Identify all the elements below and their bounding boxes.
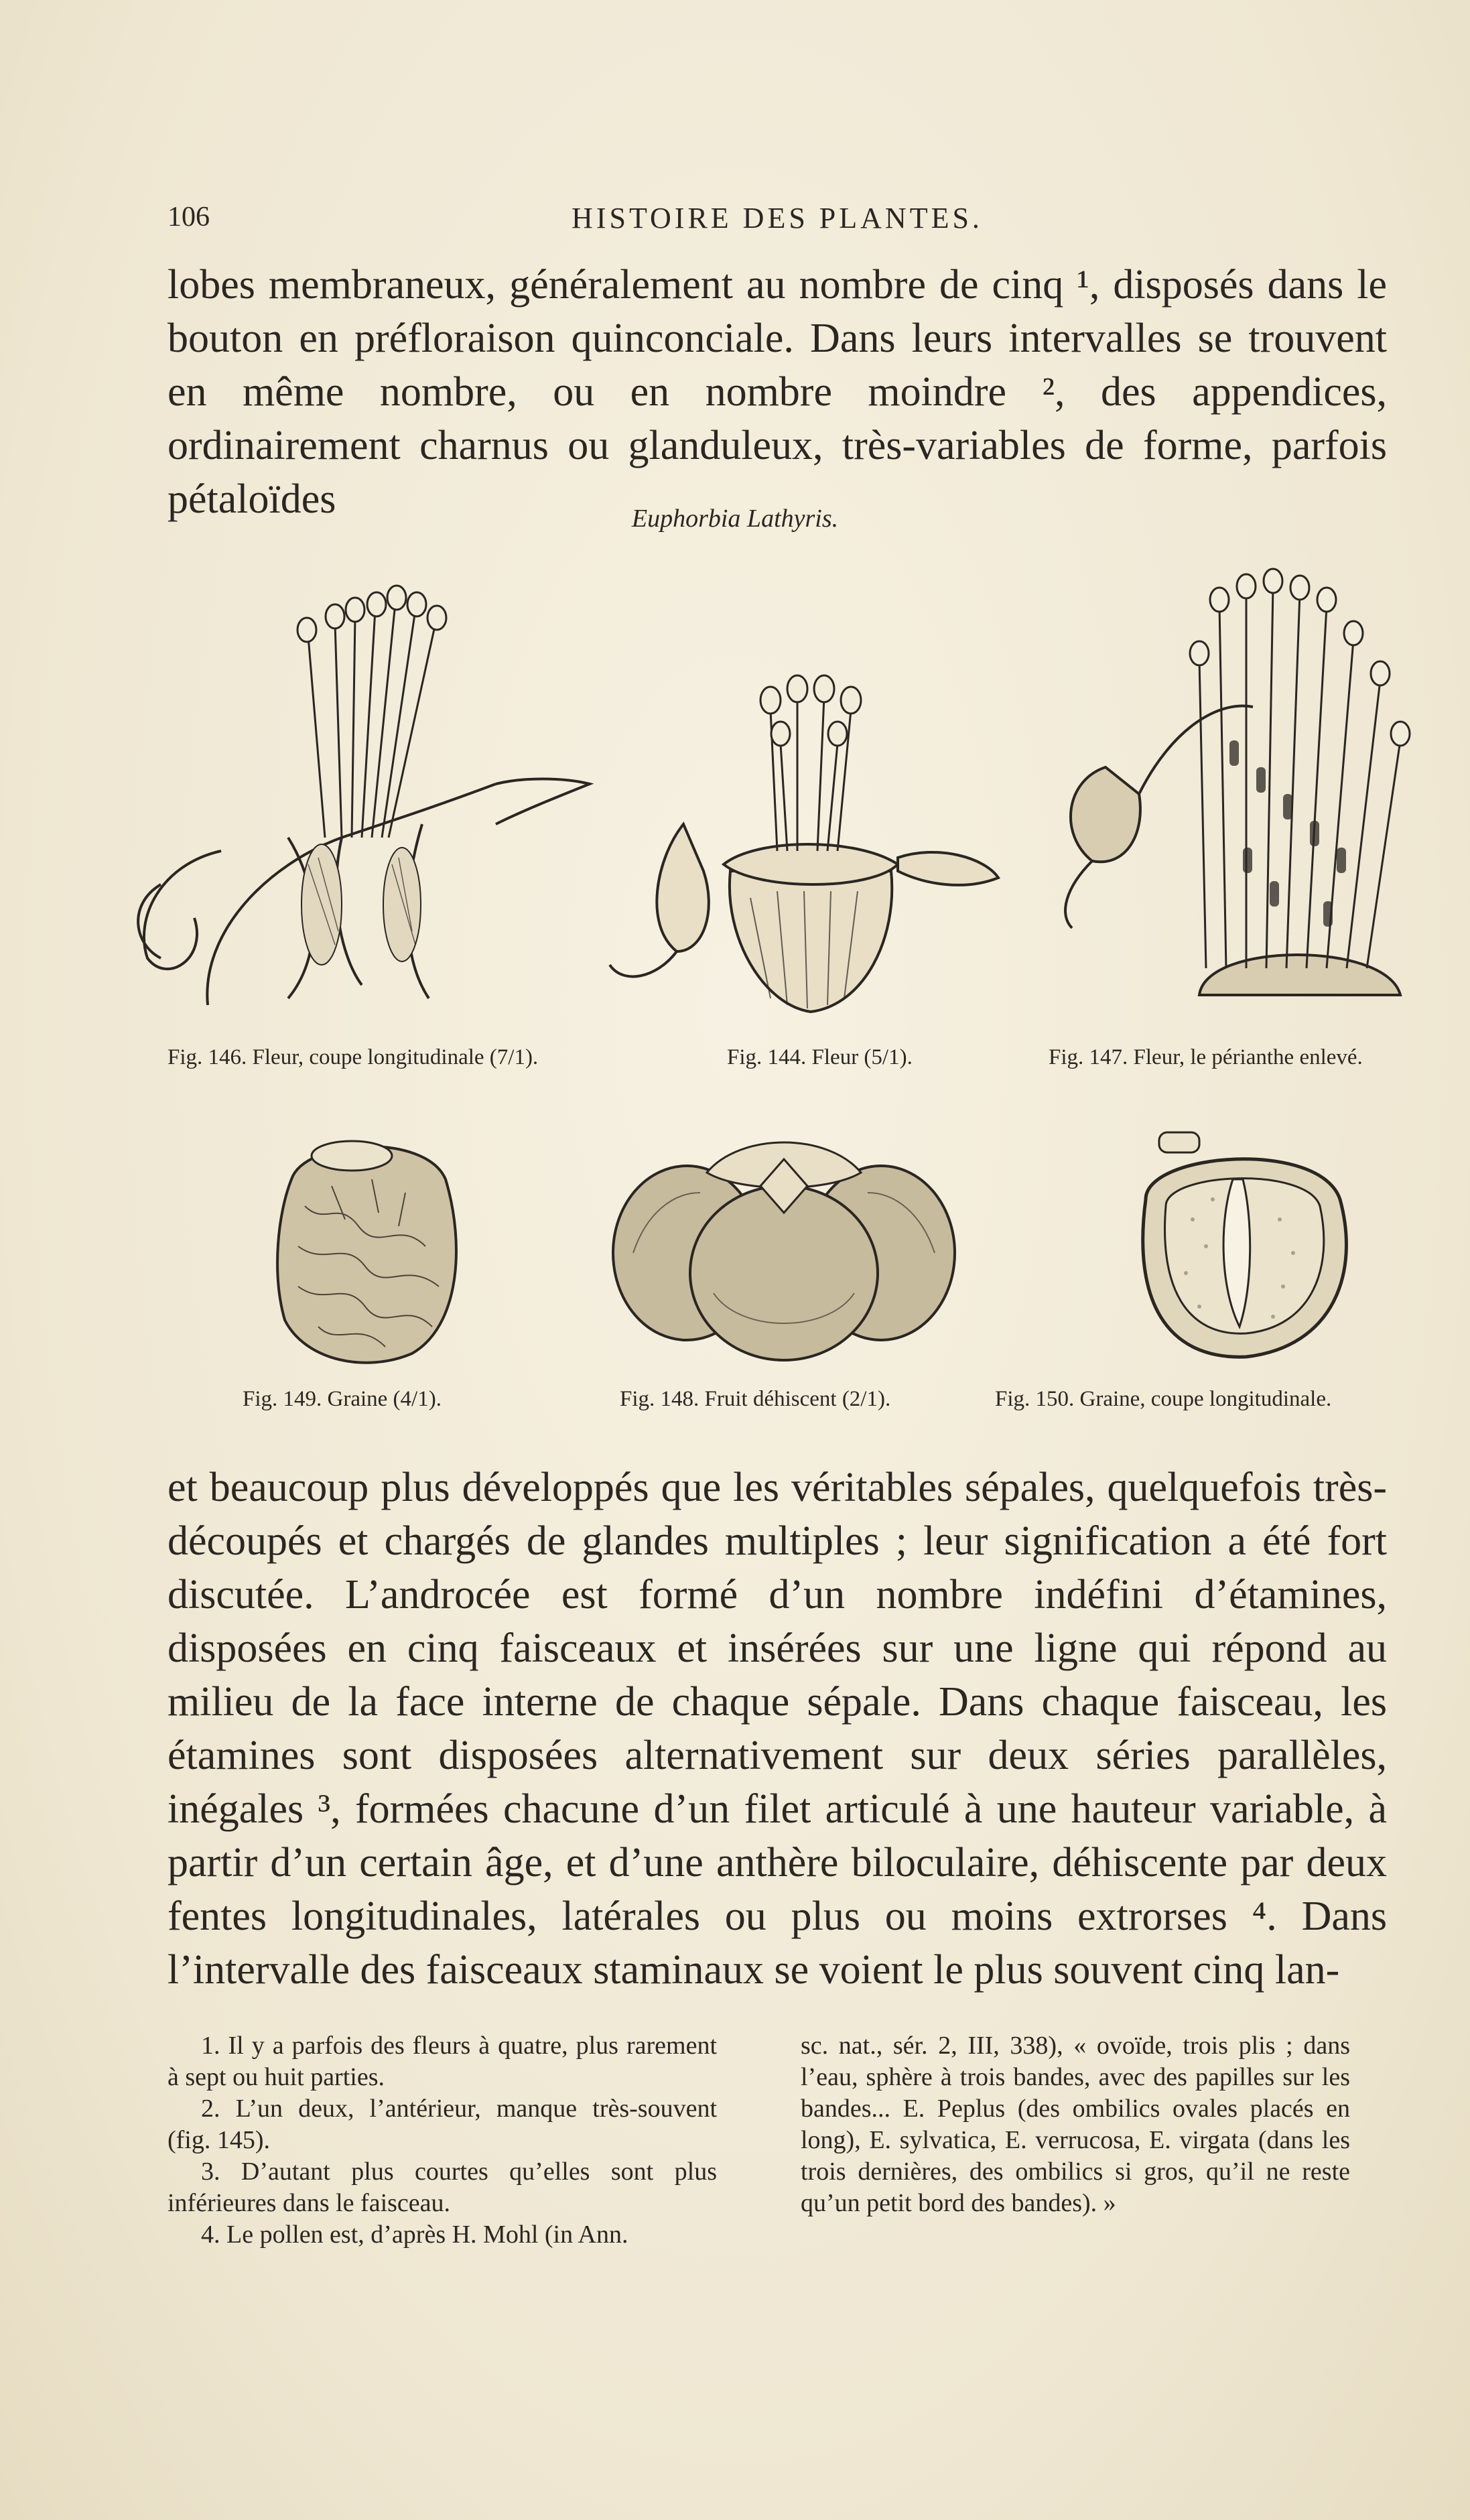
seed-section-illustration bbox=[1119, 1126, 1360, 1367]
footnote-rule bbox=[168, 2010, 1387, 2011]
footnotes-left-column bbox=[168, 2030, 717, 2251]
paragraph-bottom: et beaucoup plus développés que les véritables sépales, quelquefois très-découpés et chargés de glandes multiples ; leur signification a été fort discutée. L’androcée est formé d’un nombre indéfini d’étamines, disposées en cinq faisceaux et insérées sur une ligne qui répond au milieu de la face interne de chaque sépale. Dans chaque faisceau, les étamines sont disposées alternativement sur deux séries parallèles, inégales ³, formées chacune d’un filet articulé à une hauteur variable, à partir d’un certain âge, et d’une anthère biloculaire, déhiscente par deux fentes longitudinales, latérales ou plus ou moins extrorses ⁴. Dans l’intervalle des faisceaux staminaux se voient le plus souvent cinq lan- bbox=[168, 1465, 1387, 1993]
paragraph-top: lobes membraneux, généralement au nombre de cinq ¹, disposés dans le bouton en préfloraison quinconciale. Dans leurs intervalles se trouvent en même nombre, ou en nombre moindre ², des appendices, ordinairement charnus ou glanduleux, très-variables de forme, parfois pétaloïdes bbox=[168, 262, 1387, 522]
footnote-4-continued: sc. nat., sér. 2, III, 338), « ovoïde, trois plis ; dans l’eau, sphère à trois bandes, avec des papilles sur les bandes... E. Peplus (des ombilics ovales placés en long), E. sylvatica, E. verrucosa, E. virgata (dans les trois dernières, des ombilics si gros, qu’il ne reste qu’un petit bord des bandes). » bbox=[801, 2032, 1350, 2217]
fruit-illustration bbox=[606, 1119, 961, 1367]
figure-150-seed-section bbox=[1119, 1126, 1360, 1367]
flower-illustration bbox=[603, 670, 1005, 1018]
plate-title: Euphorbia Lathyris. bbox=[631, 505, 839, 533]
page-number: 106 bbox=[168, 202, 210, 233]
caption-fig-149: Fig. 149. Graine (4/1). bbox=[243, 1387, 442, 1411]
caption-fig-144: Fig. 144. Fleur (5/1). bbox=[727, 1045, 913, 1069]
page-header bbox=[168, 201, 1387, 248]
caption-fig-146: Fig. 146. Fleur, coupe longitudinale (7/1). bbox=[168, 1045, 539, 1069]
footnotes bbox=[168, 2030, 1394, 2312]
figure-148-fruit bbox=[606, 1119, 961, 1367]
footnotes-right-column bbox=[801, 2030, 1350, 2219]
footnote-3: 3. D’autant plus courtes qu’elles sont plus inférieures dans le faisceau. bbox=[168, 2158, 717, 2217]
seed-illustration bbox=[265, 1126, 466, 1367]
caption-fig-147: Fig. 147. Fleur, le périanthe enlevé. bbox=[1049, 1045, 1363, 1069]
stamens-illustration bbox=[1052, 566, 1414, 1022]
figure-149-seed bbox=[265, 1126, 466, 1367]
figure-146-flower-section bbox=[121, 583, 596, 1012]
footnote-2: 2. L’un deux, l’antérieur, manque très-souvent (fig. 145). bbox=[168, 2095, 717, 2154]
footnote-1: 1. Il y a parfois des fleurs à quatre, plus rarement à sept ou huit parties. bbox=[168, 2032, 717, 2091]
figure-147-stamens bbox=[1052, 566, 1414, 1022]
caption-fig-148: Fig. 148. Fruit déhiscent (2/1). bbox=[620, 1387, 891, 1411]
footnote-4: 4. Le pollen est, d’après H. Mohl (in Ann. bbox=[201, 2220, 628, 2249]
figure-144-flower bbox=[603, 670, 1005, 1018]
caption-fig-150: Fig. 150. Graine, coupe longitudinale. bbox=[995, 1387, 1332, 1411]
flower-section-illustration bbox=[121, 583, 596, 1012]
running-title: HISTOIRE DES PLANTES. bbox=[572, 202, 983, 235]
